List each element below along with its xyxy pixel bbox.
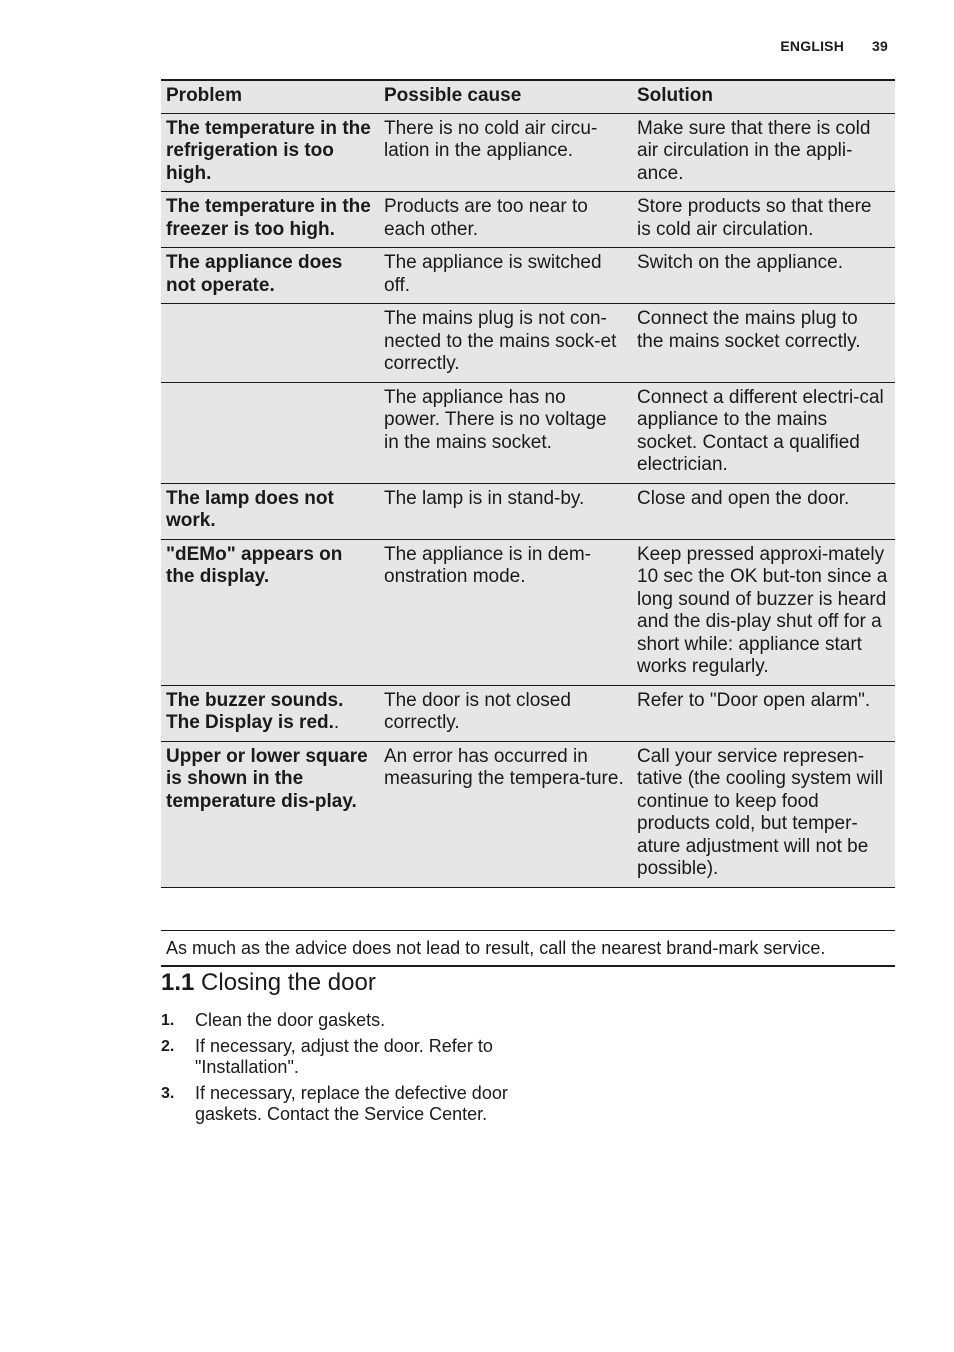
column-header-cause: Possible cause (379, 80, 632, 113)
cause-cell: The appliance has no power. There is no voltage in the mains socket. (384, 386, 607, 453)
problem-cell (161, 685, 379, 741)
problem-cell: Upper or lower square is shown in the temperature dis-play. (166, 745, 368, 812)
table-row (161, 248, 895, 304)
solution-cell: Switch on the appliance. (637, 252, 843, 273)
table-row (161, 304, 895, 383)
problem-suffix: . (333, 712, 340, 733)
problem-cell: The lamp does not work. (166, 487, 334, 531)
steps-list (161, 1010, 521, 1130)
column-header-problem: Problem (161, 80, 379, 113)
step-text: If necessary, adjust the door. Refer to "Installation". (195, 1036, 493, 1077)
column-header-solution: Solution (632, 80, 895, 113)
table-row (161, 113, 895, 192)
solution-cell: Connect the mains plug to the mains socket correctly. (637, 308, 861, 352)
problem-cell: The appliance does not operate. (166, 252, 343, 296)
solution-cell: Connect a different electri-cal appliance to the mains socket. Contact a qualified electrician. (637, 386, 884, 475)
troubleshooting-table (161, 79, 895, 888)
solution-cell: Store products so that there is cold air circulation. (637, 196, 872, 240)
step-number: 3. (161, 1085, 175, 1102)
solution-cell: Close and open the door. (637, 487, 850, 509)
problem-cell: "dEMo" appears on the display. (166, 543, 343, 587)
page-number: 39 (872, 38, 888, 54)
step-text: Clean the door gaskets. (195, 1010, 386, 1030)
list-item (161, 1036, 521, 1078)
cause-cell: The lamp is in stand-by. (384, 487, 585, 509)
problem-text: The buzzer sounds. The Display is red. (166, 689, 344, 733)
list-item (161, 1010, 521, 1031)
solution-cell: Call your service represen-tative (the cooling system will continue to keep food products cold, but temper-ature adjustment will not be possible). (637, 745, 884, 879)
section-number: 1.1 (161, 969, 195, 996)
cause-cell: The appliance is switched off. (384, 252, 602, 296)
step-number: 2. (161, 1038, 175, 1055)
cause-cell: Products are too near to each other. (384, 196, 588, 240)
step-number: 1. (161, 1012, 175, 1029)
service-note: As much as the advice does not lead to result, call the nearest brand-mark service. (161, 930, 895, 967)
table-row (161, 483, 895, 539)
table-row (161, 741, 895, 887)
cause-cell: There is no cold air circu-lation in the appliance. (384, 117, 598, 161)
language-label: ENGLISH (780, 38, 845, 54)
list-item (161, 1083, 521, 1125)
problem-cell (161, 382, 379, 483)
problem-cell: The temperature in the freezer is too high. (166, 196, 371, 240)
cause-cell: An error has occurred in measuring the tempera-ture. (384, 745, 624, 789)
solution-cell: Refer to "Door open alarm". (637, 689, 871, 711)
section-title: Closing the door (201, 969, 376, 996)
problem-cell (161, 304, 379, 383)
problem-cell: The temperature in the refrigeration is too high. (166, 117, 371, 184)
section-heading (161, 968, 376, 998)
cause-cell: The appliance is in dem-onstration mode. (384, 543, 591, 587)
table-row (161, 192, 895, 248)
table-row (161, 685, 895, 741)
step-text: If necessary, replace the defective door gaskets. Contact the Service Center. (195, 1083, 508, 1124)
solution-cell: Keep pressed approxi-mately 10 sec the OK but-ton since a long sound of buzzer is heard and the dis-play shut off for a short while: appliance start works regularly. (637, 543, 888, 677)
table-row (161, 539, 895, 685)
page-header (780, 38, 888, 54)
solution-cell: Make sure that there is cold air circulation in the appli-ance. (637, 117, 871, 184)
cause-cell: The mains plug is not con-nected to the mains sock-et correctly. (384, 308, 617, 374)
table-header-row (161, 80, 895, 113)
table-row (161, 382, 895, 483)
cause-cell: The door is not closed correctly. (384, 689, 571, 733)
